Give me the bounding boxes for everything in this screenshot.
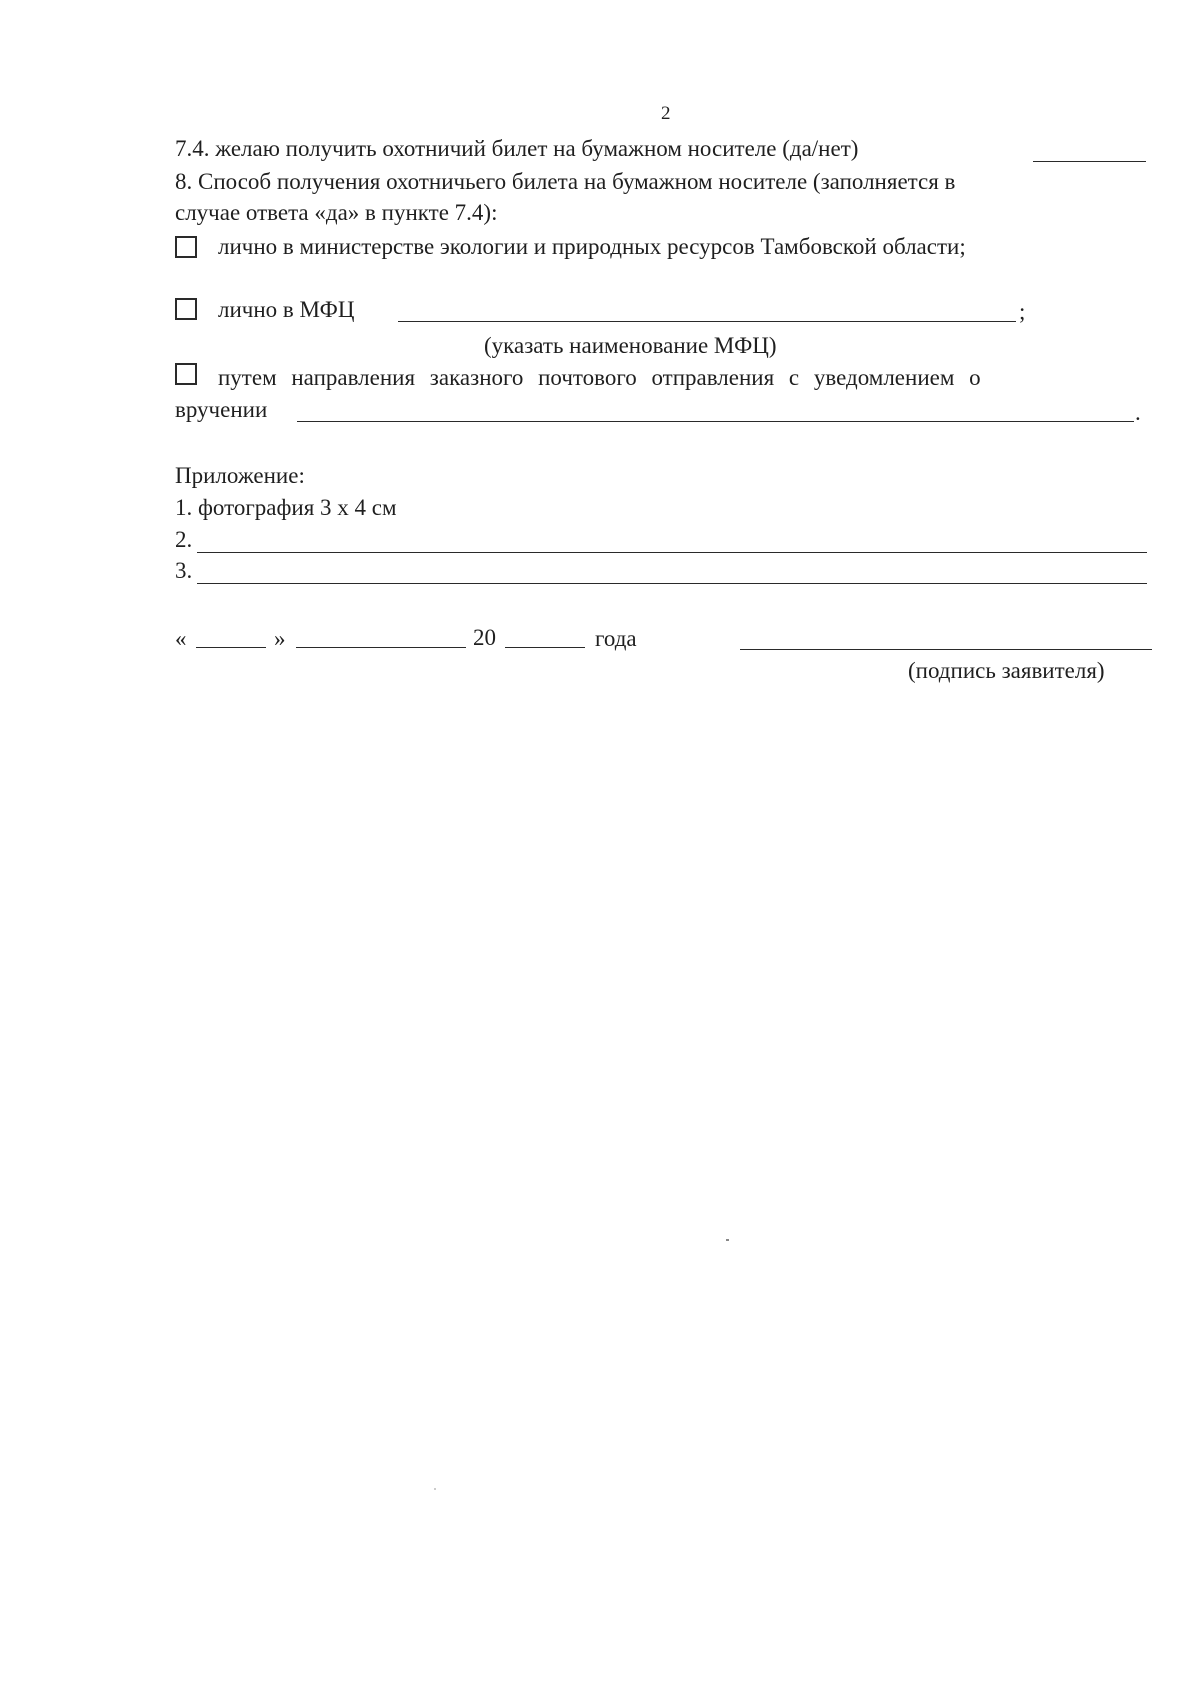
ministry-checkbox[interactable] (175, 236, 197, 258)
item-7-4-text: 7.4. желаю получить охотничий билет на бумажном носителе (да/нет) (175, 136, 859, 161)
attachment-item-2-field[interactable] (197, 552, 1147, 553)
scan-speck (434, 1488, 436, 1490)
attachments-heading: Приложение: (175, 463, 305, 488)
date-month-field[interactable] (296, 647, 466, 648)
item-8-line1: 8. Способ получения охотничьего билета на бумажном носителе (заполняется в (175, 169, 956, 194)
item-8-line2: случае ответа «да» в пункте 7.4): (175, 200, 498, 225)
mail-option-line2: вручении (175, 397, 268, 422)
mail-checkbox[interactable] (175, 363, 197, 385)
ministry-option-label: лично в министерстве экологии и природных ресурсов Тамбовской области; (218, 234, 966, 259)
date-year-suffix: года (595, 626, 637, 651)
mail-line-end: . (1135, 400, 1141, 425)
attachment-item-1: 1. фотография 3 х 4 см (175, 495, 397, 520)
date-open-quote: « (175, 626, 187, 651)
page-number: 2 (661, 103, 671, 124)
signature-field[interactable] (740, 649, 1152, 650)
signature-caption: (подпись заявителя) (908, 658, 1105, 683)
mail-address-field[interactable] (297, 421, 1134, 422)
item-7-4-answer-field[interactable] (1033, 161, 1146, 162)
date-year-field[interactable] (505, 647, 585, 648)
date-close-quote: » (274, 626, 286, 651)
attachment-item-3-number: 3. (175, 558, 193, 583)
attachment-item-2-number: 2. (175, 527, 193, 552)
attachment-item-3-field[interactable] (197, 583, 1147, 584)
mail-option-line1: путем направления заказного почтового отправления с уведомлением о (218, 365, 981, 390)
mfc-name-field[interactable] (398, 321, 1016, 322)
mfc-checkbox[interactable] (175, 298, 197, 320)
date-day-field[interactable] (196, 647, 266, 648)
date-year-prefix: 20 (473, 625, 496, 650)
mfc-option-label: лично в МФЦ (218, 297, 355, 322)
scan-speck (726, 1239, 729, 1241)
mfc-hint: (указать наименование МФЦ) (484, 333, 777, 358)
mfc-line-end: ; (1019, 299, 1026, 324)
